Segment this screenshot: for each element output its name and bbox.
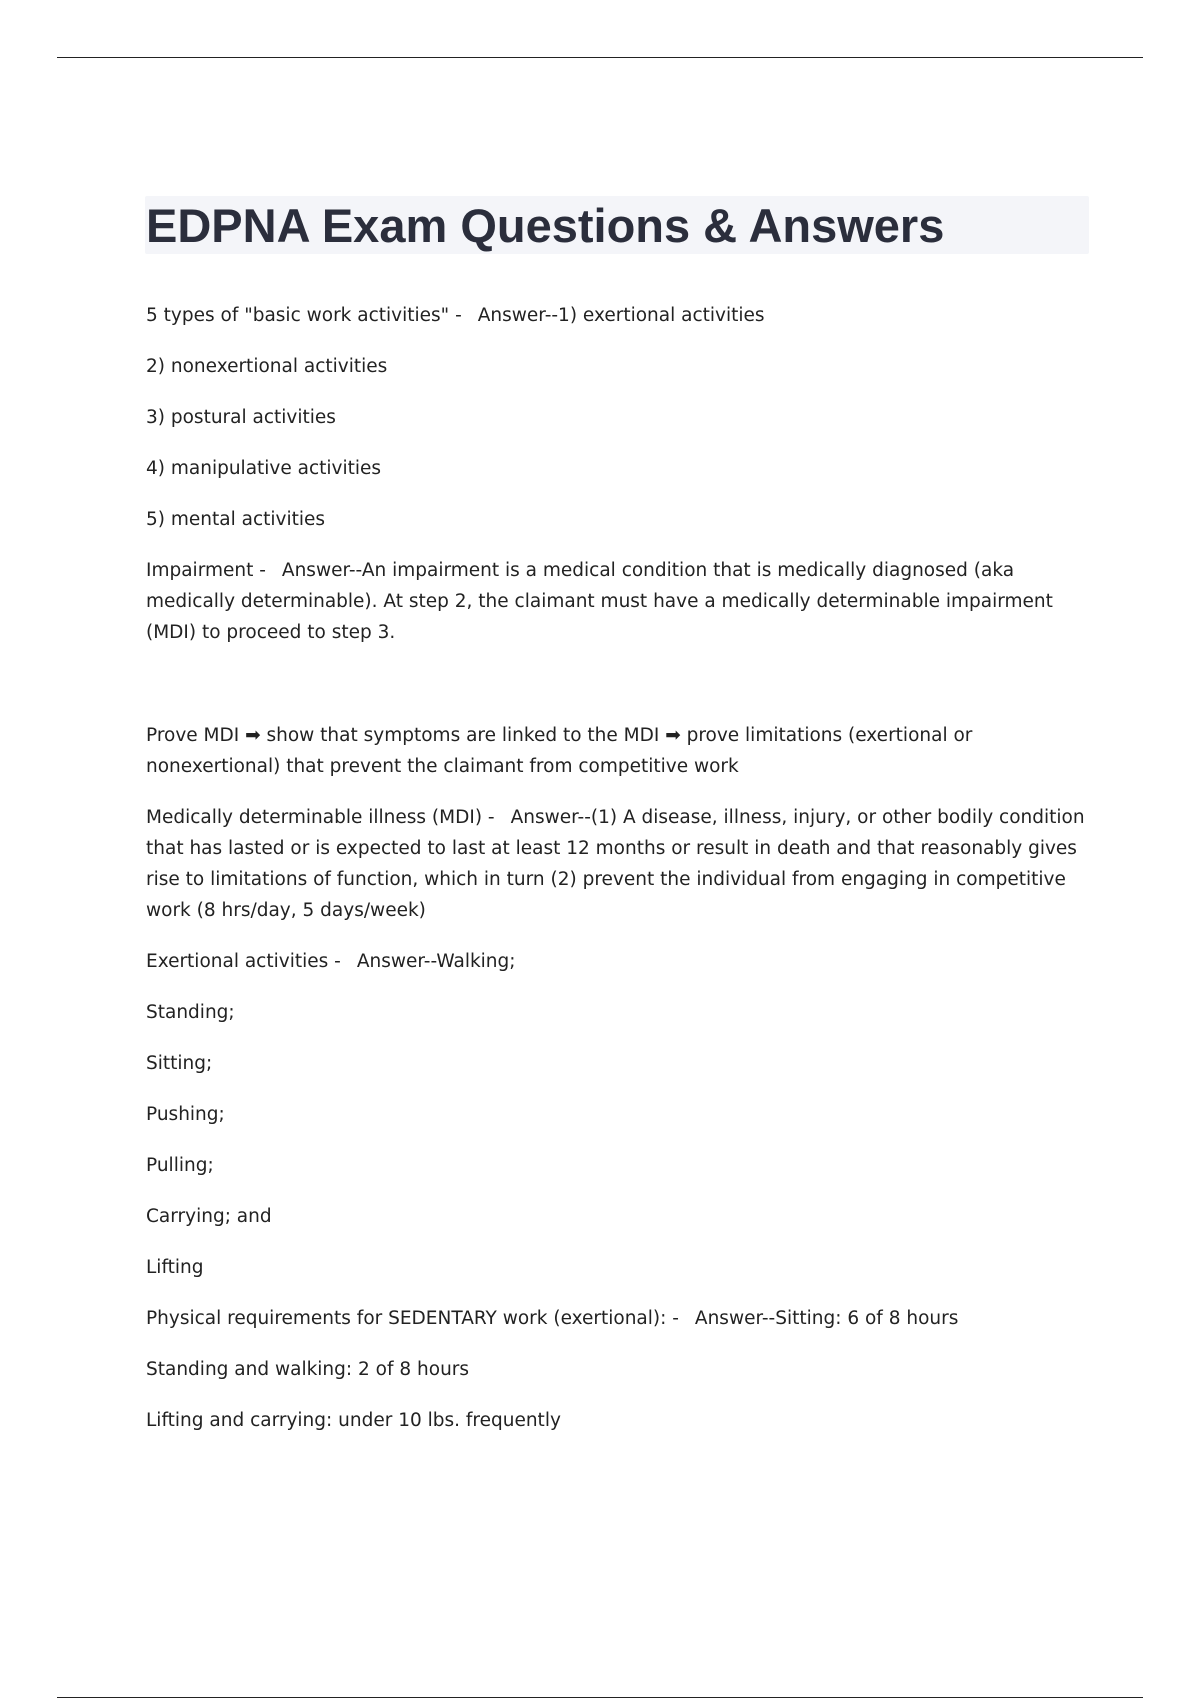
question-term: Medically determinable illness (MDI) - <box>146 807 495 828</box>
qa-item <box>146 555 1092 648</box>
question-term: Impairment - <box>146 560 266 581</box>
top-rule <box>57 57 1143 58</box>
question-term: 5 types of "basic work activities" - <box>146 305 462 326</box>
list-item: Sitting; <box>146 1053 213 1074</box>
document-body <box>146 300 1092 1456</box>
list-item: 4) manipulative activities <box>146 458 382 479</box>
answer-text: Answer--1) exertional activities <box>477 305 765 326</box>
list-item: Standing; <box>146 1002 235 1023</box>
blank-spacer <box>146 668 1092 720</box>
list-item: 3) postural activities <box>146 407 336 428</box>
answer-text: Answer--An impairment is a medical condition that is medically diagnosed (aka medically determinable). At step 2, the claimant must have a medically determinable impairment (MDI) to proceed to step 3. <box>146 560 1053 643</box>
answer-text: Answer--Walking; <box>356 951 516 972</box>
list-item: Pushing; <box>146 1104 225 1125</box>
qa-item <box>146 300 1092 331</box>
answer-text: Answer--Sitting: 6 of 8 hours <box>694 1308 959 1329</box>
list-item: Carrying; and <box>146 1206 272 1227</box>
qa-item <box>146 802 1092 926</box>
list-item: Lifting and carrying: under 10 lbs. frequently <box>146 1410 561 1431</box>
question-term: Physical requirements for SEDENTARY work (exertional): - <box>146 1308 679 1329</box>
bottom-rule <box>57 1697 1143 1698</box>
question-term: Exertional activities - <box>146 951 341 972</box>
list-item: Standing and walking: 2 of 8 hours <box>146 1359 470 1380</box>
note-paragraph: Prove MDI ➡ show that symptoms are linked to the MDI ➡ prove limitations (exertional or nonexertional) that prevent the claimant from competitive work <box>146 725 973 777</box>
document-title: EDPNA Exam Questions & Answers <box>146 199 945 252</box>
list-item: 2) nonexertional activities <box>146 356 388 377</box>
answer-text: Answer--(1) A disease, illness, injury, or other bodily condition that has lasted or is expected to last at least 12 months or result in death and that reasonably gives rise to limitations of function, which in turn (2) prevent the individual from engaging in competitive work (8 hrs/day, 5 days/week) <box>146 807 1085 921</box>
list-item: Lifting <box>146 1257 204 1278</box>
list-item: Pulling; <box>146 1155 214 1176</box>
qa-item <box>146 946 1092 977</box>
list-item: 5) mental activities <box>146 509 326 530</box>
qa-item <box>146 1303 1092 1334</box>
